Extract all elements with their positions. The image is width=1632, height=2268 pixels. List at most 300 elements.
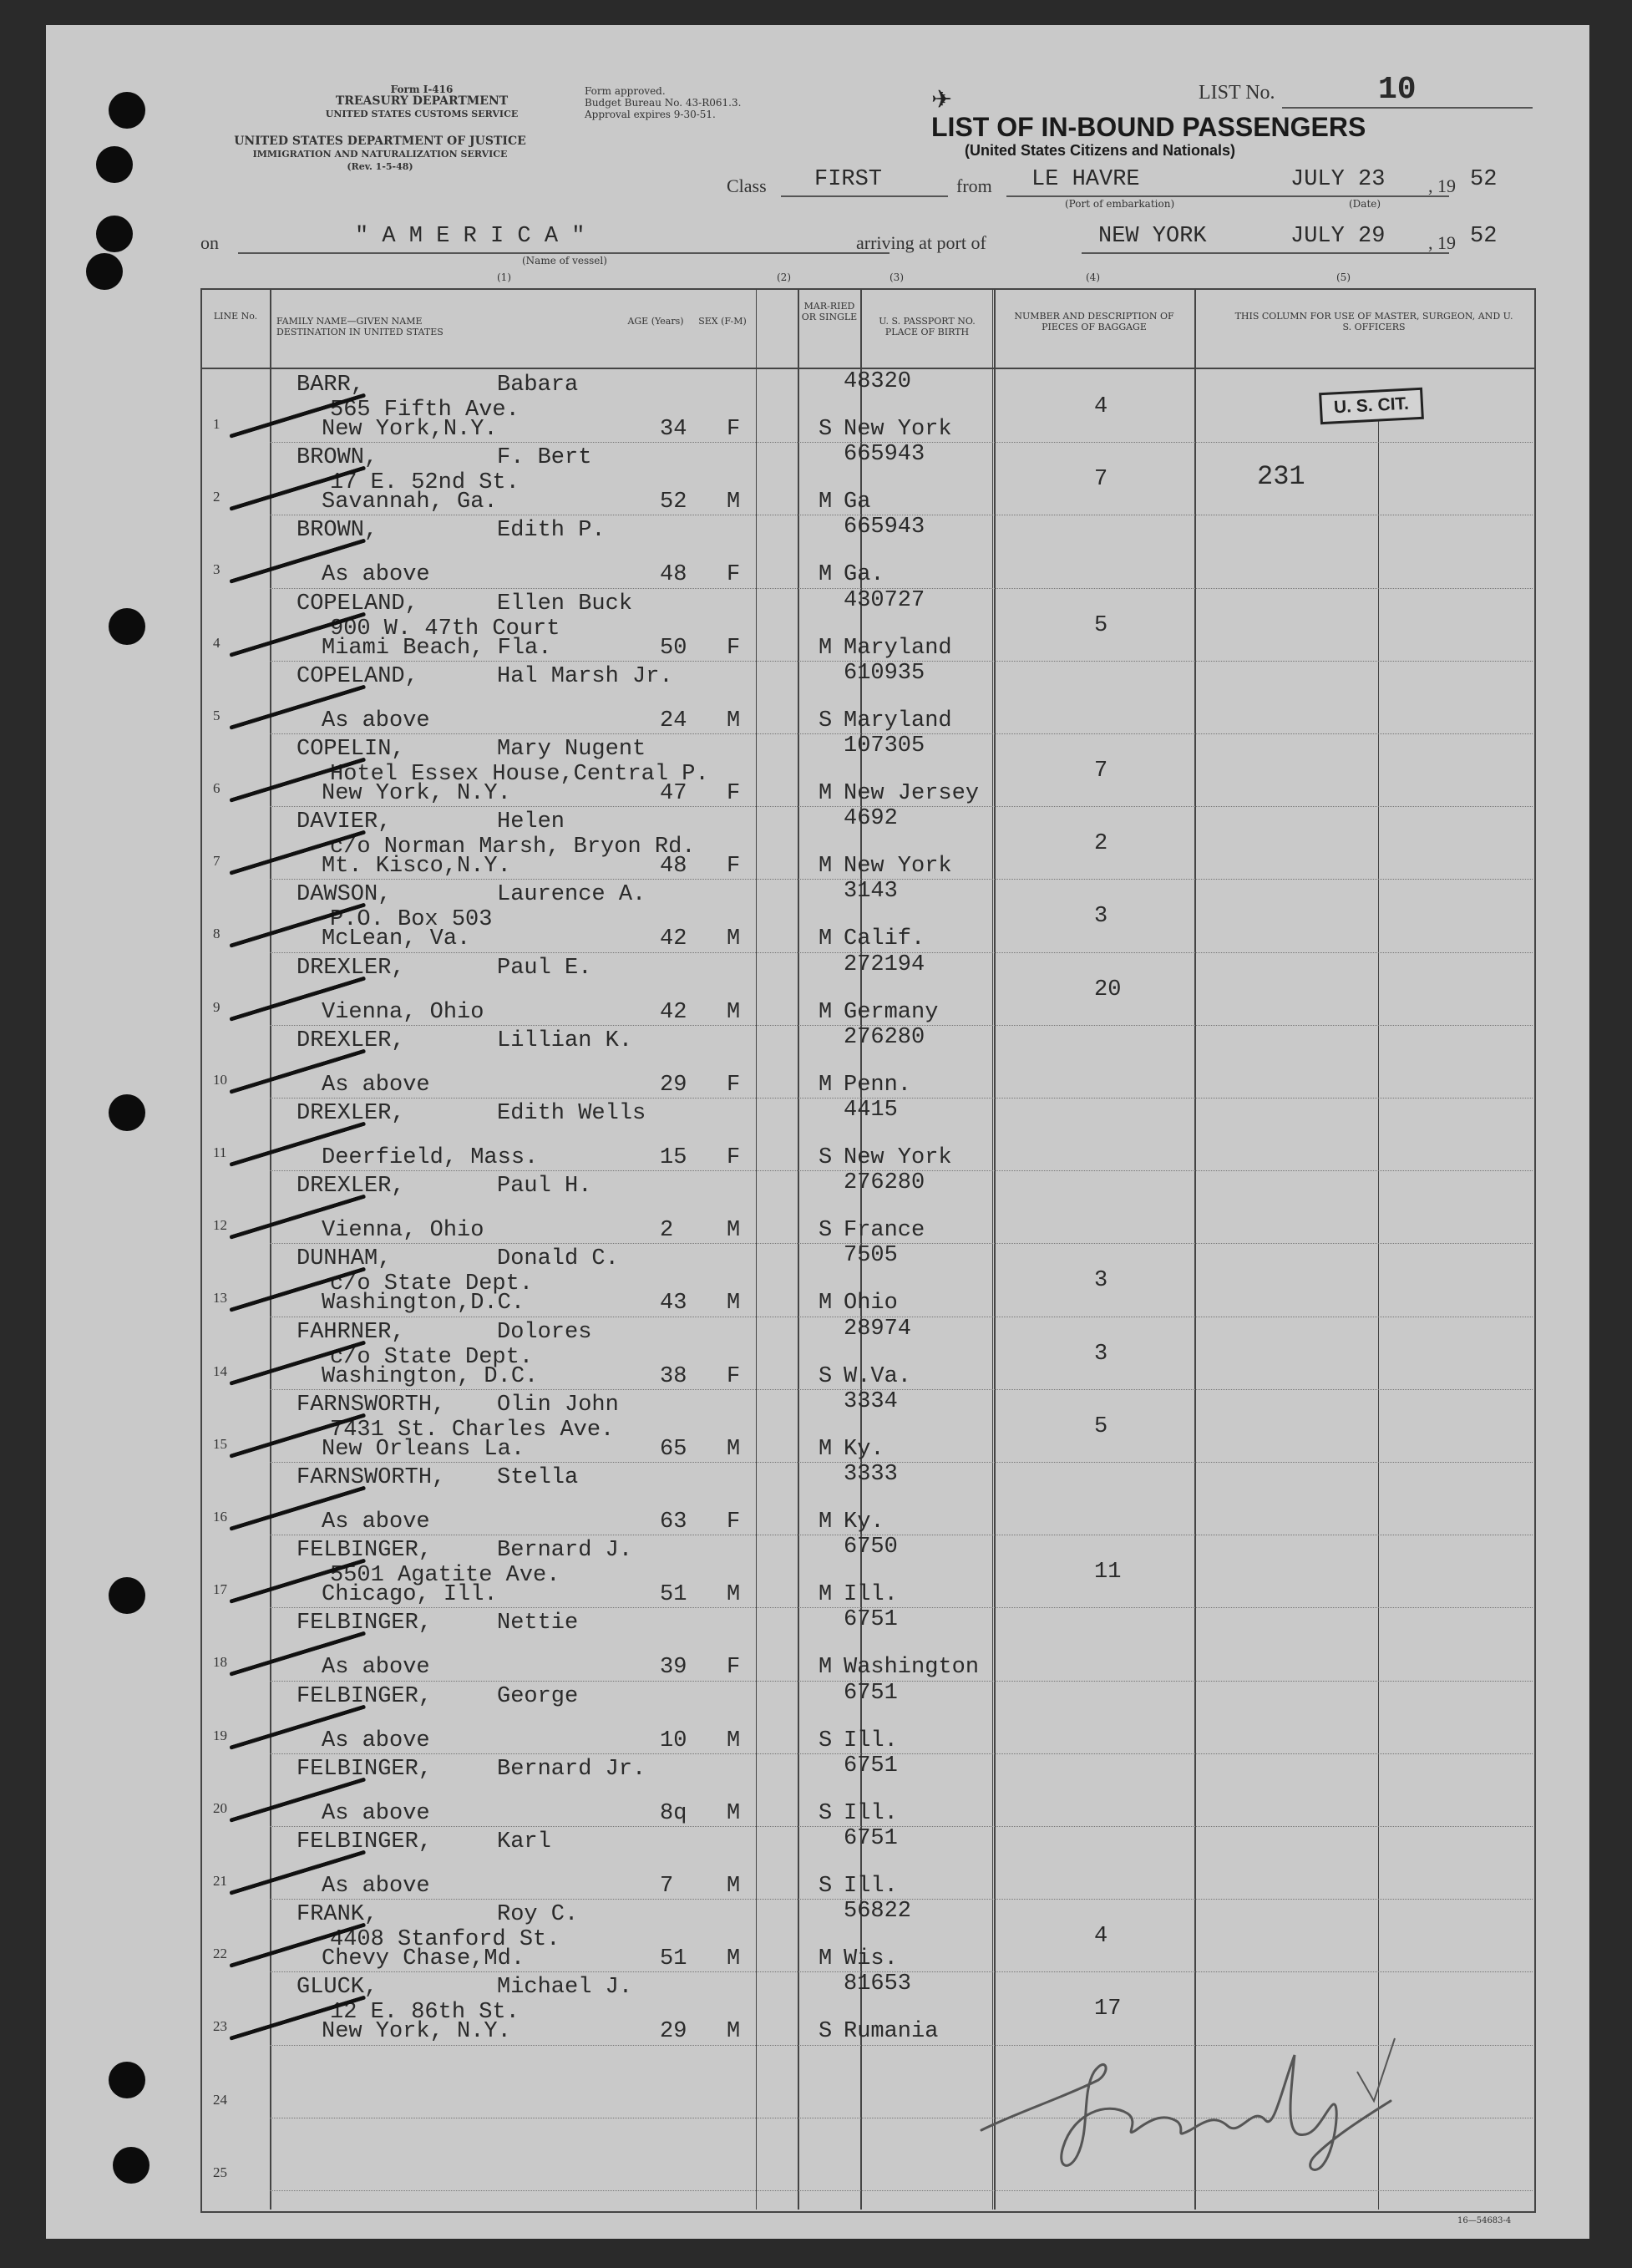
passport-number: 48320 — [844, 369, 912, 394]
passenger-destination: As above — [322, 1728, 430, 1753]
passenger-sex: M — [727, 2019, 741, 2045]
col-head-line: LINE No. — [213, 311, 258, 322]
passenger-family-name: FELBINGER, — [296, 1829, 433, 1854]
col-num-2: (2) — [777, 271, 791, 283]
passenger-sex: M — [727, 490, 741, 515]
passenger-given-name: Edith P. — [497, 518, 606, 544]
passenger-family-name: FELBINGER, — [296, 1611, 433, 1636]
class-label: Class — [727, 175, 767, 196]
col-head-sex: SEX (F-M) — [698, 316, 747, 327]
row-divider — [270, 1462, 1533, 1463]
place-of-birth: Ga — [844, 490, 871, 515]
row-line-number: 21 — [213, 1873, 227, 1889]
passenger-given-name: F. Bert — [497, 445, 592, 471]
row-divider — [270, 879, 1533, 880]
binder-hole — [109, 608, 145, 645]
footer-code: 16—54683-4 — [1457, 2216, 1512, 2225]
passenger-sex: F — [727, 781, 741, 806]
passport-number: 272194 — [844, 951, 925, 977]
passenger-destination: Chicago, Ill. — [322, 1582, 498, 1608]
passenger-age: 63 — [660, 1509, 687, 1535]
passenger-marital-status: S — [819, 417, 833, 442]
passenger-family-name: DUNHAM, — [296, 1246, 392, 1272]
col-num-3: (3) — [889, 271, 904, 283]
baggage-count: 4 — [1094, 394, 1108, 419]
row-line-number: 20 — [213, 1799, 227, 1816]
passport-number: 3334 — [844, 1388, 898, 1414]
passenger-destination: New Orleans La. — [322, 1436, 525, 1462]
passenger-marital-status: M — [819, 1072, 833, 1098]
passenger-destination: Vienna, Ohio — [322, 1218, 484, 1244]
passenger-given-name: Michael J. — [497, 1975, 633, 2001]
passenger-address: 12 E. 86th St. — [330, 2000, 520, 2026]
passport-number: 610935 — [844, 660, 925, 686]
row-divider — [270, 1607, 1533, 1608]
passenger-sex: M — [727, 1436, 741, 1462]
passenger-marital-status: M — [819, 854, 833, 880]
list-no-label: LIST No. — [1199, 82, 1275, 104]
from-label: from — [956, 175, 992, 196]
passport-number: 6751 — [844, 1826, 898, 1851]
passenger-age: 24 — [660, 708, 687, 733]
treasury-heading: TREASURY DEPARTMENT — [335, 94, 509, 108]
passenger-age: 47 — [660, 781, 687, 806]
passenger-age: 10 — [660, 1728, 687, 1753]
place-of-birth: W.Va. — [844, 1363, 912, 1389]
passenger-sex: F — [727, 635, 741, 661]
passenger-marital-status: M — [819, 1436, 833, 1462]
arrival-year: 52 — [1470, 224, 1498, 249]
passenger-destination: As above — [322, 1655, 430, 1681]
passenger-given-name: Hal Marsh Jr. — [497, 663, 673, 689]
passport-number: 6751 — [844, 1607, 898, 1633]
passenger-family-name: COPELIN, — [296, 737, 405, 762]
passenger-given-name: George — [497, 1683, 579, 1709]
passport-number: 665943 — [844, 442, 925, 468]
passenger-given-name: Dolores — [497, 1319, 592, 1345]
baggage-count: 4 — [1094, 1924, 1108, 1950]
passenger-given-name: Olin John — [497, 1392, 619, 1418]
passenger-sex: F — [727, 1363, 741, 1389]
baggage-count: 11 — [1094, 1560, 1122, 1586]
passenger-destination: Miami Beach, Fla. — [322, 635, 552, 661]
passenger-destination: Chevy Chase,Md. — [322, 1946, 525, 1972]
col-num-4: (4) — [1086, 271, 1100, 283]
passenger-sex: M — [727, 1946, 741, 1972]
year-prefix-1: , 19 — [1428, 175, 1456, 196]
budget-bureau: Budget Bureau No. 43-R061.3. — [585, 97, 742, 109]
row-line-number: 2 — [213, 489, 220, 505]
passenger-sex: F — [727, 417, 741, 442]
passenger-family-name: DREXLER, — [296, 1027, 405, 1053]
row-line-number: 1 — [213, 416, 220, 432]
passenger-age: 42 — [660, 999, 687, 1025]
passenger-destination: Vienna, Ohio — [322, 999, 484, 1025]
passenger-age: 42 — [660, 926, 687, 952]
passenger-family-name: COPELAND, — [296, 591, 418, 616]
list-number: 10 — [1378, 72, 1417, 108]
passenger-address: 900 W. 47th Court — [330, 616, 560, 642]
place-of-birth: New Jersey — [844, 781, 980, 806]
baggage-count: 7 — [1094, 759, 1108, 784]
passenger-marital-status: S — [819, 1218, 833, 1244]
bird-mark: ✈ — [931, 86, 953, 114]
place-of-birth: Calif. — [844, 926, 925, 952]
row-line-number: 5 — [213, 707, 220, 723]
passenger-family-name: FARNSWORTH, — [296, 1392, 446, 1418]
passenger-destination: As above — [322, 1874, 430, 1899]
passport-number: 430727 — [844, 587, 925, 613]
passenger-marital-status: M — [819, 1582, 833, 1608]
passenger-sex: F — [727, 1655, 741, 1681]
baggage-count: 5 — [1094, 612, 1108, 638]
passenger-marital-status: M — [819, 490, 833, 515]
passenger-address: 7431 St. Charles Ave. — [330, 1417, 615, 1443]
binder-hole — [96, 216, 133, 252]
place-of-birth: Germany — [844, 999, 939, 1025]
baggage-count: 20 — [1094, 977, 1122, 1002]
port-embark-caption: (Port of embarkation) — [1065, 198, 1175, 210]
passenger-marital-status: S — [819, 1363, 833, 1389]
passenger-family-name: COPELAND, — [296, 663, 418, 689]
row-line-number: 23 — [213, 2018, 227, 2035]
revision-heading: (Rev. 1-5-48) — [347, 161, 413, 172]
passenger-family-name: BROWN, — [296, 518, 378, 544]
passenger-age: 51 — [660, 1946, 687, 1972]
col-head-baggage: NUMBER AND DESCRIPTION OF PIECES OF BAGGAGE — [1014, 311, 1174, 332]
manifest-page — [46, 25, 1589, 2239]
passenger-marital-status: S — [819, 2019, 833, 2045]
passenger-sex: M — [727, 1582, 741, 1608]
passenger-age: 38 — [660, 1363, 687, 1389]
row-line-number: 15 — [213, 1435, 227, 1452]
col-head-name: FAMILY NAME—GIVEN NAME DESTINATION IN UNITED STATES — [276, 316, 443, 337]
passenger-destination: As above — [322, 562, 430, 588]
passenger-sex: M — [727, 999, 741, 1025]
on-label: on — [200, 232, 219, 253]
passenger-address: 5501 Agatite Ave. — [330, 1563, 560, 1589]
passenger-sex: F — [727, 1509, 741, 1535]
passenger-sex: F — [727, 1072, 741, 1098]
passenger-given-name: Ellen Buck — [497, 591, 633, 616]
row-line-number: 12 — [213, 1217, 227, 1234]
inspector-signature — [965, 2022, 1399, 2189]
row-line-number: 17 — [213, 1581, 227, 1598]
row-line-number: 6 — [213, 780, 220, 796]
passenger-age: 29 — [660, 1072, 687, 1098]
passenger-given-name: Bernard Jr. — [497, 1756, 646, 1782]
passenger-destination: New York, N.Y. — [322, 781, 511, 806]
row-divider — [270, 1826, 1533, 1827]
baggage-count: 3 — [1094, 1341, 1108, 1367]
passenger-address: 4408 Stanford St. — [330, 1927, 560, 1953]
passenger-given-name: Donald C. — [497, 1246, 619, 1272]
row-line-number: 9 — [213, 998, 220, 1015]
customs-heading: UNITED STATES CUSTOMS SERVICE — [325, 109, 519, 119]
passenger-given-name: Paul E. — [497, 955, 592, 981]
place-of-birth: France — [844, 1218, 925, 1244]
passenger-age: 29 — [660, 2019, 687, 2045]
passenger-destination: Washington, D.C. — [322, 1363, 539, 1389]
place-of-birth: Ky. — [844, 1436, 884, 1462]
passenger-family-name: DAVIER, — [296, 809, 392, 835]
place-of-birth: New York — [844, 1145, 952, 1170]
passport-number: 107305 — [844, 733, 925, 759]
passenger-family-name: DREXLER, — [296, 1101, 405, 1126]
baggage-count: 3 — [1094, 904, 1108, 930]
row-line-number: 18 — [213, 1654, 227, 1671]
row-divider — [270, 806, 1533, 807]
passenger-destination: Savannah, Ga. — [322, 490, 498, 515]
place-of-birth: Ohio — [844, 1291, 898, 1317]
passenger-given-name: Karl — [497, 1829, 551, 1854]
place-of-birth: Wis. — [844, 1946, 898, 1972]
passenger-destination: New York, N.Y. — [322, 2019, 511, 2045]
passenger-given-name: Lillian K. — [497, 1027, 633, 1053]
form-approved: Form approved. — [585, 85, 666, 97]
passenger-family-name: BARR, — [296, 373, 365, 398]
col-head-passport: U. S. PASSPORT NO. PLACE OF BIRTH — [879, 316, 976, 337]
passenger-family-name: FRANK, — [296, 1902, 378, 1928]
arrival-port: NEW YORK — [1098, 224, 1207, 249]
place-of-birth: Washington — [844, 1655, 980, 1681]
passport-number: 276280 — [844, 1024, 925, 1050]
passenger-given-name: Stella — [497, 1465, 579, 1490]
row-divider — [270, 2190, 1533, 2191]
passenger-given-name: Mary Nugent — [497, 737, 646, 762]
passenger-destination: As above — [322, 1509, 430, 1535]
passenger-marital-status: M — [819, 1946, 833, 1972]
passenger-family-name: BROWN, — [296, 445, 378, 471]
passenger-address: 565 Fifth Ave. — [330, 398, 520, 423]
row-line-number: 10 — [213, 1071, 227, 1088]
passenger-sex: M — [727, 1728, 741, 1753]
passport-number: 6750 — [844, 1535, 898, 1560]
baggage-count: 5 — [1094, 1413, 1108, 1439]
departure-date: JULY 23 — [1290, 167, 1386, 192]
passenger-marital-status: M — [819, 562, 833, 588]
passenger-age: 48 — [660, 562, 687, 588]
passport-number: 665943 — [844, 515, 925, 540]
passenger-destination: As above — [322, 1800, 430, 1826]
passport-number: 3333 — [844, 1462, 898, 1487]
passenger-address: c/o Norman Marsh, Bryon Rd. — [330, 835, 696, 860]
passport-number: 276280 — [844, 1170, 925, 1196]
col-num-1: (1) — [497, 271, 511, 283]
row-line-number: 25 — [213, 2164, 227, 2180]
passenger-family-name: FAHRNER, — [296, 1319, 405, 1345]
passenger-age: 8q — [660, 1800, 687, 1826]
passenger-sex: M — [727, 926, 741, 952]
passenger-address: c/o State Dept. — [330, 1271, 534, 1297]
passport-number: 7505 — [844, 1243, 898, 1269]
passenger-destination: As above — [322, 708, 430, 733]
passenger-marital-status: M — [819, 999, 833, 1025]
passenger-given-name: Bernard J. — [497, 1538, 633, 1564]
officer-note: 231 — [1257, 461, 1305, 492]
place-of-birth: Ky. — [844, 1509, 884, 1535]
passenger-sex: M — [727, 1218, 741, 1244]
justice-heading: UNITED STATES DEPARTMENT OF JUSTICE — [234, 134, 526, 148]
place-of-birth: New York — [844, 854, 952, 880]
passport-number: 3143 — [844, 879, 898, 905]
passenger-destination: Deerfield, Mass. — [322, 1145, 539, 1170]
passenger-destination: McLean, Va. — [322, 926, 471, 952]
passenger-age: 2 — [660, 1218, 674, 1244]
passenger-family-name: FELBINGER, — [296, 1756, 433, 1782]
row-line-number: 13 — [213, 1290, 227, 1307]
passenger-marital-status: M — [819, 1509, 833, 1535]
passenger-age: 15 — [660, 1145, 687, 1170]
passport-number: 81653 — [844, 1971, 912, 1997]
passenger-address: c/o State Dept. — [330, 1344, 534, 1370]
passenger-age: 39 — [660, 1655, 687, 1681]
passenger-destination: Washington,D.C. — [322, 1291, 525, 1317]
passenger-marital-status: M — [819, 926, 833, 952]
passenger-sex: M — [727, 1291, 741, 1317]
passenger-destination: Mt. Kisco,N.Y. — [322, 854, 511, 880]
passenger-sex: M — [727, 1800, 741, 1826]
row-divider — [270, 1389, 1533, 1390]
binder-hole — [113, 2147, 150, 2184]
approval-expires: Approval expires 9-30-51. — [585, 109, 716, 120]
place-of-birth: Ill. — [844, 1800, 898, 1826]
passenger-age: 7 — [660, 1874, 674, 1899]
row-line-number: 4 — [213, 634, 220, 651]
place-of-birth: Rumania — [844, 2019, 939, 2045]
binder-hole — [109, 92, 145, 129]
class-value: FIRST — [814, 167, 883, 192]
place-of-birth: Penn. — [844, 1072, 912, 1098]
passenger-given-name: Helen — [497, 809, 565, 835]
col-num-5: (5) — [1336, 271, 1351, 283]
binder-hole — [109, 1577, 145, 1614]
passenger-marital-status: S — [819, 1800, 833, 1826]
place-of-birth: Ill. — [844, 1874, 898, 1899]
baggage-count: 7 — [1094, 467, 1108, 493]
passenger-address: Hotel Essex House,Central P. — [330, 762, 709, 787]
passenger-family-name: DAWSON, — [296, 882, 392, 908]
row-line-number: 14 — [213, 1362, 227, 1379]
passport-number: 56822 — [844, 1899, 912, 1925]
passenger-marital-status: S — [819, 1145, 833, 1170]
row-line-number: 11 — [213, 1144, 227, 1160]
passenger-age: 34 — [660, 417, 687, 442]
col-head-age: AGE (Years) — [627, 316, 684, 327]
row-divider — [270, 1681, 1533, 1682]
row-line-number: 24 — [213, 2091, 227, 2108]
page-subtitle: (United States Citizens and Nationals) — [965, 142, 1236, 159]
passenger-marital-status: S — [819, 1728, 833, 1753]
place-of-birth: Ga. — [844, 562, 884, 588]
passenger-address: P.O. Box 503 — [330, 907, 493, 933]
row-divider — [270, 1243, 1533, 1244]
departure-year: 52 — [1470, 167, 1498, 192]
passenger-family-name: FELBINGER, — [296, 1538, 433, 1564]
passenger-marital-status: M — [819, 781, 833, 806]
passenger-sex: F — [727, 562, 741, 588]
passenger-address: 17 E. 52nd St. — [330, 470, 520, 496]
date-caption-1: (Date) — [1349, 198, 1381, 210]
passenger-age: 52 — [660, 490, 687, 515]
us-citizen-stamp: U. S. CIT. — [1319, 388, 1424, 424]
passenger-given-name: Nettie — [497, 1611, 579, 1636]
col-head-married: MAR-RIED OR SINGLE — [801, 301, 858, 322]
place-of-birth: Maryland — [844, 708, 952, 733]
binder-hole — [109, 1094, 145, 1131]
row-divider — [270, 1753, 1533, 1754]
passenger-given-name: Laurence A. — [497, 882, 646, 908]
row-line-number: 19 — [213, 1727, 227, 1743]
passenger-destination: As above — [322, 1072, 430, 1098]
row-line-number: 3 — [213, 561, 220, 578]
arriving-label: arriving at port of — [856, 232, 986, 253]
passenger-age: 50 — [660, 635, 687, 661]
passenger-marital-status: M — [819, 635, 833, 661]
passenger-given-name: Babara — [497, 373, 579, 398]
passenger-age: 43 — [660, 1291, 687, 1317]
passenger-family-name: FELBINGER, — [296, 1683, 433, 1709]
passenger-sex: F — [727, 1145, 741, 1170]
passport-number: 28974 — [844, 1316, 912, 1342]
col-head-officers: THIS COLUMN FOR USE OF MASTER, SURGEON, AND U. S. OFFICERS — [1234, 311, 1513, 332]
passenger-marital-status: S — [819, 708, 833, 733]
passenger-family-name: DREXLER, — [296, 955, 405, 981]
passenger-age: 65 — [660, 1436, 687, 1462]
passenger-marital-status: M — [819, 1291, 833, 1317]
baggage-count: 2 — [1094, 831, 1108, 857]
passenger-age: 48 — [660, 854, 687, 880]
passenger-age: 51 — [660, 1582, 687, 1608]
passport-number: 4692 — [844, 806, 898, 832]
passenger-given-name: Edith Wells — [497, 1101, 646, 1126]
place-of-birth: New York — [844, 417, 952, 442]
form-number: Form I-416 — [390, 84, 454, 95]
year-prefix-2: , 19 — [1428, 232, 1456, 253]
ins-heading: IMMIGRATION AND NATURALIZATION SERVICE — [252, 149, 508, 160]
passport-number: 6751 — [844, 1753, 898, 1778]
place-of-birth: Ill. — [844, 1582, 898, 1608]
passport-number: 6751 — [844, 1680, 898, 1706]
row-line-number: 7 — [213, 853, 220, 870]
passenger-family-name: DREXLER, — [296, 1174, 405, 1200]
place-of-birth: Maryland — [844, 635, 952, 661]
from-value: LE HAVRE — [1031, 167, 1140, 192]
passenger-sex: F — [727, 854, 741, 880]
passenger-sex: M — [727, 708, 741, 733]
binder-hole — [109, 2062, 145, 2098]
passenger-marital-status: M — [819, 1655, 833, 1681]
passenger-family-name: GLUCK, — [296, 1975, 378, 2001]
row-line-number: 16 — [213, 1509, 227, 1525]
baggage-count: 3 — [1094, 1268, 1108, 1294]
row-line-number: 8 — [213, 926, 220, 942]
passenger-given-name: Roy C. — [497, 1902, 579, 1928]
page-title: LIST OF IN-BOUND PASSENGERS — [931, 112, 1366, 142]
baggage-count: 17 — [1094, 1997, 1122, 2022]
place-of-birth: Ill. — [844, 1728, 898, 1753]
passenger-family-name: FARNSWORTH, — [296, 1465, 446, 1490]
vessel-caption: (Name of vessel) — [522, 255, 607, 266]
vessel-name: " A M E R I C A " — [355, 224, 585, 249]
arrival-date: JULY 29 — [1290, 224, 1386, 249]
passenger-destination: New York,N.Y. — [322, 417, 498, 442]
binder-hole — [96, 146, 133, 183]
binder-hole — [86, 253, 123, 290]
row-line-number: 22 — [213, 1946, 227, 1962]
passenger-given-name: Paul H. — [497, 1174, 592, 1200]
passenger-marital-status: S — [819, 1874, 833, 1899]
